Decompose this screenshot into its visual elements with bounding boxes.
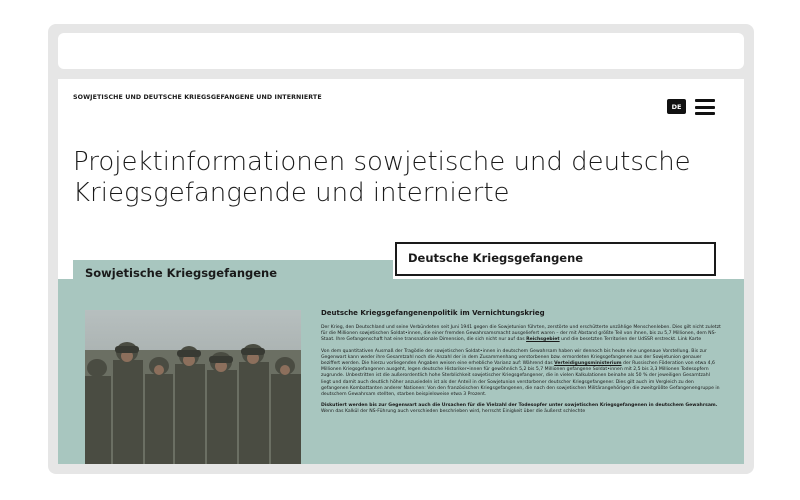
tab-sowjetische-kriegsgefangene[interactable]: Sowjetische Kriegsgefangene	[73, 260, 393, 285]
verteidigungsministerium-link[interactable]: Verteidigungsministerium	[554, 361, 622, 367]
paragraph-text: Der Krieg, den Deutschland und seine Verbündeten seit Juni 1941 gegen die Sowjetunion führten, zerstörte und erschütterte unzählige Menschenleben. Dies gilt nicht zuletzt für die Millionen sowjetischen Soldat•innen, die einer fremden Gewahrsamsmacht ausgeliefert waren – der mit Abstand größte Teil von ihnen, bis zu 5,7 Millionen, dem NS-Staat. Ihre Gefangenschaft hat eine transnationale Dimension, die sich nicht nur auf das	[321, 325, 721, 343]
article-paragraph	[321, 349, 721, 399]
tab-deutsche-kriegsgefangene[interactable]: Deutsche Kriegsgefangene	[395, 242, 716, 276]
menu-icon[interactable]	[695, 99, 715, 115]
article	[321, 309, 721, 421]
article-paragraph	[321, 403, 721, 415]
web-page	[58, 79, 744, 464]
paragraph-text: Wenn das Kalkül der NS-Führung auch verschieden beschrieben wird, herrscht Einigkeit über die äußerst schlechte	[321, 409, 586, 415]
reichsgebiet-link[interactable]: Reichsgebiet	[526, 337, 560, 343]
paragraph-bold-text: Diskutiert werden bis zur Gegenwart auch die Ursachen für die Vielzahl der Todesopfer unter sowjetischen Kriegsgefangenen in deutschem Gewahrsam.	[321, 403, 718, 409]
page-title: Projektinformationen sowjetische und deutsche Kriegsgefangende und internierte	[73, 147, 691, 208]
site-title[interactable]: SOWJETISCHE UND DEUTSCHE KRIEGSGEFANGENE UND INTERNIERTE	[73, 94, 322, 101]
language-switch[interactable]: DE	[667, 99, 686, 114]
article-paragraph	[321, 325, 721, 344]
paragraph-text: und die besetzten Territorien der UdSSR erstreckt. Link Karte	[561, 337, 702, 343]
article-heading: Deutsche Kriegsgefangenenpolitik im Vernichtungskrieg	[321, 309, 545, 317]
paragraph-text: der Russischen Föderation von etwa 4,6 Millionen Kriegsgefangenen ausgeht, legen deutsche Historiker•innen für gewöhnlich 5,2 bis 5,7 Millionen gefangene Soldat•innen mit 2,5 bis 3,3 Millionen Todesopfern zugrunde. Unbestritten ist die außerordentlich hohe Sterblichkeit sowjetischer Kriegsgefangener, die in vielen Kalkulationen beinahe als 50 % der jeweiligen Gesamtzahl liegt und damit auch deutlich höher anzusiedeln ist als der Anteil in der Sowjetunion verstorbener deutscher Kriegsgefangener. Dies gilt auch im Vergleich zu den gefangenen Kombattanten anderer Nationen: Von den französischen Kriegsgefangenen, die nach den sowjetischen Militärangehörigen die zweitgrößte Gefangenengruppe in deutschem Gewahrsam stellten, starben beispielsweise etwa 3 Prozent.	[321, 361, 720, 398]
historical-photo	[85, 310, 301, 464]
content-panel	[58, 279, 744, 464]
browser-toolbar	[58, 33, 744, 69]
paragraph-text: Von dem quantitativen Ausmaß der Tragödie der sowjetischen Soldat•innen in deutschem Gewahrsam haben wir dennoch bis heute eine ungenaue Vorstellung. Bis zur Gegenwart kann weder ihre Gesamtzahl noch die Anzahl der in dem Zusammenhang verstorbenen bzw. ermordeten Kriegsgefangenen aus der Sowjetunion genauer beziffert werden. Die hierzu vorliegenden Angaben weisen eine erhebliche Varianz auf: Während das	[321, 348, 707, 367]
